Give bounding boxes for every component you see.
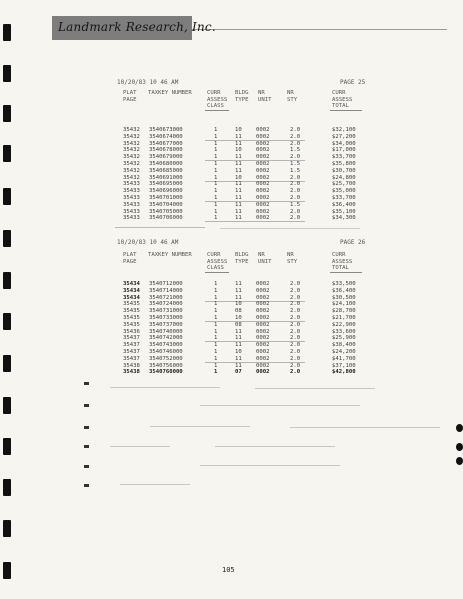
cell-total: $30,700 bbox=[332, 167, 356, 174]
faint-rule bbox=[290, 427, 440, 428]
cell-class: 1 bbox=[214, 335, 218, 342]
cell-nr-unit: 0002 bbox=[256, 140, 270, 147]
punch-hole bbox=[456, 443, 463, 451]
cell-plat: 35434 bbox=[123, 287, 140, 294]
cell-class: 1 bbox=[214, 201, 218, 208]
cell-nr-sty: 2.0 bbox=[290, 188, 301, 195]
col-page-label: PAGE bbox=[123, 96, 137, 103]
col-nr-label: NR bbox=[287, 252, 294, 258]
binder-hole bbox=[3, 230, 11, 247]
cell-plat: 35438 bbox=[123, 369, 140, 376]
cell-nr-sty: 2.0 bbox=[290, 369, 301, 376]
cell-nr-sty: 2.0 bbox=[290, 208, 301, 215]
cell-total: $35,800 bbox=[332, 161, 356, 167]
cell-taxkey: 3540680000 bbox=[149, 161, 183, 167]
cell-bldg-type: 11 bbox=[235, 362, 242, 369]
col-unit-label: UNIT bbox=[258, 96, 272, 103]
cell-nr-sty: 2.0 bbox=[290, 349, 301, 355]
cell-plat: 35437 bbox=[123, 342, 140, 349]
cell-plat: 35432 bbox=[123, 154, 140, 161]
cell-class: 1 bbox=[214, 167, 218, 174]
col-plat-page bbox=[123, 90, 136, 103]
col-curr-label: CURR bbox=[332, 90, 346, 96]
cell-plat: 35432 bbox=[123, 167, 140, 174]
cell-taxkey: 3540701000 bbox=[149, 195, 183, 201]
cell-taxkey: 3540737000 bbox=[149, 321, 183, 328]
cell-bldg-type: 11 bbox=[235, 195, 242, 201]
cell-nr-unit: 0002 bbox=[256, 161, 270, 167]
margin-mark bbox=[84, 445, 89, 448]
cell-taxkey: 3540706000 bbox=[149, 215, 183, 222]
cell-total: $35,100 bbox=[332, 208, 356, 215]
binder-hole bbox=[3, 562, 11, 579]
cell-class: 1 bbox=[214, 181, 218, 188]
cell-class: 1 bbox=[214, 355, 218, 362]
header-rule bbox=[205, 272, 229, 273]
cell-bldg-type: 11 bbox=[235, 355, 242, 362]
cell-total: $36,400 bbox=[332, 201, 356, 208]
cell-bldg-type: 07 bbox=[235, 369, 242, 376]
cell-taxkey: 3540674000 bbox=[149, 133, 183, 140]
cell-taxkey: 3540677000 bbox=[149, 140, 183, 147]
cell-nr-sty: 2.0 bbox=[290, 174, 301, 181]
cell-nr-unit: 0002 bbox=[256, 328, 270, 335]
cell-taxkey: 3540704000 bbox=[149, 201, 183, 208]
cell-taxkey: 3540695000 bbox=[149, 181, 183, 188]
cell-total: $22,900 bbox=[332, 321, 356, 328]
cell-total: $32,100 bbox=[332, 127, 356, 133]
cell-bldg-type: 11 bbox=[235, 328, 242, 335]
cell-nr-unit: 0002 bbox=[256, 362, 270, 369]
cell-nr-sty: 2.0 bbox=[290, 294, 301, 301]
cell-plat: 35435 bbox=[123, 308, 140, 315]
col-nr-unit bbox=[258, 252, 271, 265]
cell-total: $34,000 bbox=[332, 140, 356, 147]
header-rule bbox=[330, 272, 362, 273]
cell-taxkey: 3540691000 bbox=[149, 174, 183, 181]
cell-nr-sty: 2.0 bbox=[290, 215, 301, 222]
cell-class: 1 bbox=[214, 301, 218, 308]
row-rule bbox=[205, 221, 305, 222]
cell-nr-unit: 0002 bbox=[256, 281, 270, 287]
col-total-label: TOTAL bbox=[332, 103, 349, 109]
col-type-label: TYPE bbox=[235, 258, 249, 265]
cell-nr-unit: 0002 bbox=[256, 208, 270, 215]
cell-plat: 35432 bbox=[123, 161, 140, 167]
cell-total: $24,100 bbox=[332, 301, 356, 308]
cell-class: 1 bbox=[214, 308, 218, 315]
col-total-label: TOTAL bbox=[332, 265, 349, 271]
col-taxkey: TAXKEY NUMBER bbox=[148, 90, 192, 96]
binder-hole bbox=[3, 438, 11, 455]
col-bldg-label: BLDG bbox=[235, 252, 249, 258]
cell-nr-sty: 2.0 bbox=[290, 133, 301, 140]
col-page-label: PAGE bbox=[123, 258, 137, 265]
cell-class: 1 bbox=[214, 215, 218, 222]
letterhead-banner bbox=[52, 16, 216, 40]
cell-nr-unit: 0002 bbox=[256, 174, 270, 181]
cell-nr-sty: 2.0 bbox=[290, 127, 301, 133]
cell-bldg-type: 10 bbox=[235, 315, 242, 321]
cell-class: 1 bbox=[214, 328, 218, 335]
cell-bldg-type: 11 bbox=[235, 201, 242, 208]
cell-nr-unit: 0002 bbox=[256, 215, 270, 222]
cell-plat: 35433 bbox=[123, 201, 140, 208]
cell-class: 1 bbox=[214, 362, 218, 369]
report-datetime: 10/20/83 10 46 AM bbox=[117, 239, 179, 246]
col-curr-assess-class bbox=[207, 90, 227, 110]
cell-plat: 35435 bbox=[123, 321, 140, 328]
cell-taxkey: 3540742000 bbox=[149, 335, 183, 342]
faint-rule bbox=[200, 405, 360, 406]
col-curr-assess-total bbox=[332, 90, 352, 110]
cell-bldg-type: 11 bbox=[235, 208, 242, 215]
cell-bldg-type: 10 bbox=[235, 301, 242, 308]
col-taxkey: TAXKEY NUMBER bbox=[148, 252, 192, 258]
cell-taxkey: 3540721000 bbox=[149, 294, 183, 301]
margin-mark bbox=[84, 426, 89, 429]
col-plat-page bbox=[123, 252, 136, 265]
cell-class: 1 bbox=[214, 188, 218, 195]
cell-taxkey: 3540731000 bbox=[149, 308, 183, 315]
cell-nr-unit: 0002 bbox=[256, 342, 270, 349]
cell-nr-sty: 2.0 bbox=[290, 154, 301, 161]
cell-total: $28,700 bbox=[332, 308, 356, 315]
cell-nr-unit: 0002 bbox=[256, 355, 270, 362]
cell-nr-unit: 0002 bbox=[256, 321, 270, 328]
cell-taxkey: 3540733000 bbox=[149, 315, 183, 321]
cell-bldg-type: 11 bbox=[235, 215, 242, 222]
cell-plat: 35437 bbox=[123, 335, 140, 342]
cell-plat: 35435 bbox=[123, 315, 140, 321]
cell-class: 1 bbox=[214, 154, 218, 161]
cell-total: $27,200 bbox=[332, 133, 356, 140]
cell-nr-sty: 2.0 bbox=[290, 328, 301, 335]
cell-nr-unit: 0002 bbox=[256, 133, 270, 140]
cell-plat: 35434 bbox=[123, 294, 140, 301]
col-nr-label: NR bbox=[258, 90, 265, 96]
cell-plat: 35435 bbox=[123, 301, 140, 308]
cell-plat: 35432 bbox=[123, 133, 140, 140]
col-plat-label: PLAT bbox=[123, 90, 137, 96]
cell-nr-unit: 0002 bbox=[256, 195, 270, 201]
cell-plat: 35433 bbox=[123, 208, 140, 215]
col-curr-label: CURR bbox=[332, 252, 346, 258]
cell-nr-sty: 2.0 bbox=[290, 315, 301, 321]
cell-taxkey: 3540724000 bbox=[149, 301, 183, 308]
table-row bbox=[0, 215, 463, 222]
cell-total: $17,000 bbox=[332, 147, 356, 154]
cell-bldg-type: 10 bbox=[235, 147, 242, 154]
col-curr-assess-class bbox=[207, 252, 227, 272]
col-plat-label: PLAT bbox=[123, 252, 137, 258]
cell-total: $33,700 bbox=[332, 154, 356, 161]
binder-hole bbox=[3, 105, 11, 122]
col-sty-label: STY bbox=[287, 96, 298, 103]
cell-bldg-type: 11 bbox=[235, 167, 242, 174]
cell-class: 1 bbox=[214, 133, 218, 140]
cell-taxkey: 3540705000 bbox=[149, 208, 183, 215]
report-page-label: PAGE 26 bbox=[340, 239, 366, 246]
report-datetime: 10/20/83 10 46 AM bbox=[117, 79, 179, 86]
margin-mark bbox=[84, 484, 89, 487]
binder-hole bbox=[3, 24, 11, 41]
cell-class: 1 bbox=[214, 195, 218, 201]
binder-hole bbox=[3, 520, 11, 537]
col-curr-assess-total bbox=[332, 252, 352, 272]
margin-mark bbox=[84, 382, 89, 385]
faint-rule bbox=[255, 388, 375, 389]
cell-nr-sty: 1.5 bbox=[290, 161, 301, 167]
cell-bldg-type: 11 bbox=[235, 281, 242, 287]
cell-taxkey: 3540714000 bbox=[149, 287, 183, 294]
cell-class: 1 bbox=[214, 127, 218, 133]
col-nr-sty bbox=[287, 252, 297, 265]
cell-total: $33,600 bbox=[332, 328, 356, 335]
col-class-label: CLASS bbox=[207, 103, 224, 109]
cell-class: 1 bbox=[214, 208, 218, 215]
cell-bldg-type: 11 bbox=[235, 335, 242, 342]
cell-plat: 35438 bbox=[123, 362, 140, 369]
margin-mark bbox=[84, 465, 89, 468]
cell-nr-unit: 0002 bbox=[256, 294, 270, 301]
cell-plat: 35432 bbox=[123, 174, 140, 181]
col-class-label: CLASS bbox=[207, 265, 224, 271]
cell-plat: 35432 bbox=[123, 127, 140, 133]
cell-nr-sty: 2.0 bbox=[290, 140, 301, 147]
col-unit-label: UNIT bbox=[258, 258, 272, 265]
cell-total: $36,400 bbox=[332, 287, 356, 294]
cell-total: $24,200 bbox=[332, 349, 356, 355]
cell-taxkey: 3540673000 bbox=[149, 127, 183, 133]
cell-total: $35,000 bbox=[332, 188, 356, 195]
cell-total: $33,500 bbox=[332, 281, 356, 287]
cell-class: 1 bbox=[214, 281, 218, 287]
cell-plat: 35432 bbox=[123, 140, 140, 147]
cell-class: 1 bbox=[214, 174, 218, 181]
cell-total: $34,300 bbox=[332, 215, 356, 222]
cell-nr-sty: 1.5 bbox=[290, 147, 301, 154]
cell-bldg-type: 08 bbox=[235, 308, 242, 315]
cell-taxkey: 3540760000 bbox=[149, 369, 183, 376]
col-nr-sty bbox=[287, 90, 297, 103]
cell-plat: 35437 bbox=[123, 349, 140, 355]
cell-taxkey: 3540752000 bbox=[149, 355, 183, 362]
cell-taxkey: 3540712000 bbox=[149, 281, 183, 287]
punch-hole bbox=[456, 424, 463, 432]
cell-class: 1 bbox=[214, 315, 218, 321]
cell-nr-unit: 0002 bbox=[256, 147, 270, 154]
cell-bldg-type: 11 bbox=[235, 133, 242, 140]
cell-total: $24,800 bbox=[332, 174, 356, 181]
cell-nr-sty: 2.0 bbox=[290, 287, 301, 294]
cell-bldg-type: 11 bbox=[235, 161, 242, 167]
cell-nr-unit: 0002 bbox=[256, 188, 270, 195]
cell-nr-sty: 2.0 bbox=[290, 301, 301, 308]
col-bldg-type bbox=[235, 90, 248, 103]
cell-plat: 35433 bbox=[123, 215, 140, 222]
col-bldg-type bbox=[235, 252, 248, 265]
cell-class: 1 bbox=[214, 349, 218, 355]
cell-nr-unit: 0002 bbox=[256, 201, 270, 208]
col-nr-unit bbox=[258, 90, 271, 103]
cell-nr-sty: 1.5 bbox=[290, 167, 301, 174]
cell-taxkey: 3540685000 bbox=[149, 167, 183, 174]
cell-total: $37,100 bbox=[332, 362, 356, 369]
col-assess-label: ASSESS bbox=[332, 258, 353, 265]
cell-nr-sty: 2.0 bbox=[290, 195, 301, 201]
cell-bldg-type: 10 bbox=[235, 127, 242, 133]
cell-nr-sty: 1.5 bbox=[290, 201, 301, 208]
col-bldg-label: BLDG bbox=[235, 90, 249, 96]
cell-class: 1 bbox=[214, 294, 218, 301]
cell-total: $42,800 bbox=[332, 369, 356, 376]
cell-nr-unit: 0002 bbox=[256, 349, 270, 355]
cell-class: 1 bbox=[214, 321, 218, 328]
faint-rule bbox=[110, 446, 170, 447]
col-nr-label: NR bbox=[287, 90, 294, 96]
col-assess-label: ASSESS bbox=[207, 96, 228, 103]
cell-class: 1 bbox=[214, 369, 218, 376]
col-sty-label: STY bbox=[287, 258, 298, 265]
cell-total: $41,700 bbox=[332, 355, 356, 362]
cell-total: $33,700 bbox=[332, 195, 356, 201]
cell-total: $25,900 bbox=[332, 335, 356, 342]
cell-nr-sty: 2.0 bbox=[290, 362, 301, 369]
cell-nr-sty: 2.0 bbox=[290, 321, 301, 328]
binder-hole bbox=[3, 397, 11, 414]
faint-rule bbox=[150, 426, 250, 427]
cell-plat: 35433 bbox=[123, 181, 140, 188]
cell-bldg-type: 11 bbox=[235, 154, 242, 161]
cell-nr-sty: 2.0 bbox=[290, 308, 301, 315]
cell-taxkey: 3540740000 bbox=[149, 328, 183, 335]
cell-nr-unit: 0002 bbox=[256, 287, 270, 294]
cell-nr-unit: 0002 bbox=[256, 154, 270, 161]
col-type-label: TYPE bbox=[235, 96, 249, 103]
cell-nr-sty: 2.0 bbox=[290, 355, 301, 362]
cell-total: $38,400 bbox=[332, 342, 356, 349]
cell-bldg-type: 11 bbox=[235, 287, 242, 294]
cell-bldg-type: 11 bbox=[235, 342, 242, 349]
cell-nr-unit: 0002 bbox=[256, 167, 270, 174]
cell-taxkey: 3540679000 bbox=[149, 154, 183, 161]
cell-bldg-type: 08 bbox=[235, 321, 242, 328]
cell-class: 1 bbox=[214, 287, 218, 294]
cell-nr-unit: 0002 bbox=[256, 308, 270, 315]
cell-plat: 35434 bbox=[123, 281, 140, 287]
cell-bldg-type: 11 bbox=[235, 294, 242, 301]
page-number: 105 bbox=[222, 566, 235, 574]
cell-bldg-type: 10 bbox=[235, 349, 242, 355]
cell-taxkey: 3540746000 bbox=[149, 349, 183, 355]
cell-total: $25,700 bbox=[332, 181, 356, 188]
cell-nr-sty: 2.0 bbox=[290, 335, 301, 342]
cell-class: 1 bbox=[214, 342, 218, 349]
report-page-label: PAGE 25 bbox=[340, 79, 366, 86]
cell-taxkey: 3540696000 bbox=[149, 188, 183, 195]
cell-nr-sty: 2.0 bbox=[290, 342, 301, 349]
section-separator bbox=[220, 228, 360, 229]
cell-nr-unit: 0002 bbox=[256, 315, 270, 321]
letterhead-text: Landmark Research, Inc. bbox=[58, 20, 216, 34]
cell-plat: 35433 bbox=[123, 195, 140, 201]
cell-taxkey: 3540743000 bbox=[149, 342, 183, 349]
col-nr-label: NR bbox=[258, 252, 265, 258]
header-rule bbox=[205, 110, 229, 111]
section-separator bbox=[115, 227, 205, 228]
punch-hole bbox=[456, 457, 463, 465]
binder-hole bbox=[3, 479, 11, 496]
cell-bldg-type: 11 bbox=[235, 181, 242, 188]
cell-plat: 35433 bbox=[123, 188, 140, 195]
faint-rule bbox=[215, 446, 335, 447]
cell-bldg-type: 10 bbox=[235, 174, 242, 181]
cell-nr-unit: 0002 bbox=[256, 301, 270, 308]
cell-nr-unit: 0002 bbox=[256, 181, 270, 188]
cell-plat: 35432 bbox=[123, 147, 140, 154]
cell-nr-unit: 0002 bbox=[256, 127, 270, 133]
col-assess-label: ASSESS bbox=[207, 258, 228, 265]
cell-class: 1 bbox=[214, 161, 218, 167]
binder-hole bbox=[3, 65, 11, 82]
faint-rule bbox=[110, 387, 220, 388]
cell-class: 1 bbox=[214, 147, 218, 154]
col-curr-label: CURR bbox=[207, 252, 221, 258]
cell-nr-sty: 2.0 bbox=[290, 181, 301, 188]
cell-bldg-type: 11 bbox=[235, 188, 242, 195]
col-curr-label: CURR bbox=[207, 90, 221, 96]
header-rule bbox=[330, 110, 362, 111]
faint-rule bbox=[120, 484, 190, 485]
cell-taxkey: 3540756000 bbox=[149, 362, 183, 369]
cell-nr-sty: 2.0 bbox=[290, 281, 301, 287]
faint-rule bbox=[200, 465, 340, 466]
cell-class: 1 bbox=[214, 140, 218, 147]
col-assess-label: ASSESS bbox=[332, 96, 353, 103]
cell-total: $21,700 bbox=[332, 315, 356, 321]
table-row bbox=[0, 369, 463, 376]
margin-mark bbox=[84, 404, 89, 407]
cell-nr-unit: 0002 bbox=[256, 335, 270, 342]
cell-plat: 35436 bbox=[123, 328, 140, 335]
cell-nr-unit: 0002 bbox=[256, 369, 270, 376]
cell-total: $30,500 bbox=[332, 294, 356, 301]
cell-bldg-type: 11 bbox=[235, 140, 242, 147]
cell-taxkey: 3540678000 bbox=[149, 147, 183, 154]
cell-plat: 35437 bbox=[123, 355, 140, 362]
